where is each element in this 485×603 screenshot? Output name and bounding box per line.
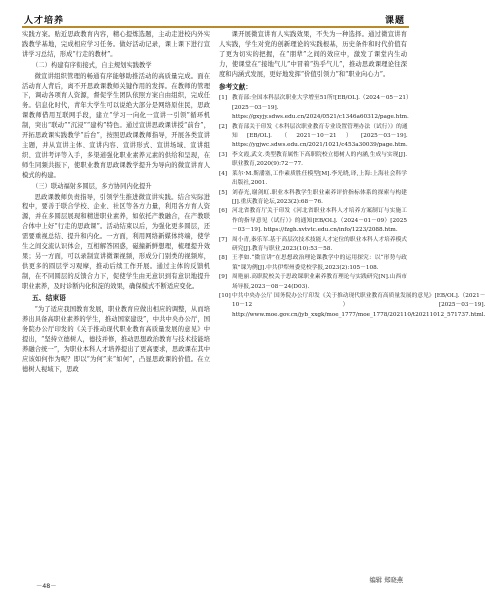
reference-item — [219, 236, 407, 255]
reference-text: 周艳丽.高职院校关于思政课职业素养教育理论与实践研究[N].山西市场导报,2023－08－24(D03). — [232, 274, 407, 290]
reference-item — [219, 151, 407, 170]
reference-number: [9] — [219, 274, 228, 281]
subheading: （三）联动福射多圆层，多方协同内化提升 — [32, 182, 152, 190]
section-label: 课题 — [384, 16, 405, 26]
reference-number: [3] — [219, 151, 228, 158]
paragraph: 课开展微宣讲育人实践效果，不失为一种选择。通过微宣讲育人实践，学生对党的创新理论的实践根基，历史条件和时代价值有了更为切实的把握，在“朋辈”之间的效应中，激发了课堂内生动力，使课堂在“接地气儿”中冒着“热乎气儿”，推动思政课理论往深度和内涵式发展，更好地发挥“价值引领力”和“职业向心力”。 — [219, 31, 407, 78]
reference-text: 李文霞,武文.类型教育属性下高职院校立德树人的内涵,生成与实现[J].职业教育,2020(9):72－77. — [232, 151, 407, 168]
reference-number: [6] — [219, 208, 228, 215]
paragraph: 微宣讲组织管理的畅通有序能够助推活动的高质量完成。面在活动育人背后，离不开思政课教师关键作用的发挥。在教师的管理下，调动各项育人资源，督促学生团队依照方案自由组织，完成任务。信息化时代，青年大学生可以说绝大部分是网络原住民，思政课教师借用互联网手段，建立“学习一向化一宣讲一引领”循环机制，突出“联动”“沉浸”“建构”特色。通过宣讲思政课讲授“前台”，开拓思政课实践教学“后台”，按照思政课教师指导，开展各类宣讲主题，并从宣讲主体、宣讲内容、宣讲形式、宣讲场域、宣讲组织、宣讲考评等入手，多渠道强化职业素养元素的供给和呈现，在师生同频共振下，使职业教育思政课教学提升为导向的微宣讲育人模式的构建。 — [22, 72, 210, 179]
reference-list — [219, 94, 485, 320]
reference-number: [2] — [219, 123, 228, 130]
reference-item — [219, 254, 407, 273]
subheading: （二）构建有序衔接式，自主规划实践教学 — [32, 61, 152, 69]
reference-text: 教育部:全国本科层次职业大学增至51所![EB/OL].（2024－05－21）[2025－03－19]. https://gxyjy.sdws.edu.cn/2024/0521/c1346a60312/page.htm. — [232, 95, 409, 121]
editor-credit: 编辑 郑晓燕 — [369, 577, 403, 584]
reference-item — [219, 170, 407, 189]
journal-column-title: 人才培养 — [24, 16, 65, 26]
paragraph: 思政课教师负责指导，引领学生推进微宣讲实践。结合实际进程中，要善于联合学校、企业、社区等各方力量，利用各方育人资源，并在多圆层展现和精进职业素养，如依托产教融合，在产教联合体中上好“行走的思政课”。活动结束以后，为强化更多圆层，还需要重视总结、提升和内化。一方面，利用网络新媒体终端，使学生之间交流认识体会，互相解答困惑，磁撞新鲜想理，梳理提升效果；另一方面，可以录制宣讲微课视频，形成分门别类的视频库，供更多的圆层学习观摩，推动后续工作开展。通过主体的反馈机制，在不同圆层的反馈合力下，促使学生由无意识到有意识地提升职业素养，及时诊断内化积淀的效果，确保模式不断适应变化。 — [22, 193, 210, 290]
reference-text: 莱尔·M.斯潘塞,工作素质胜任模型[M].李光晓,译,上海:上海社会科学出版社,2001. — [232, 170, 407, 187]
section-heading: 五、结束语 — [32, 293, 66, 302]
reference-number: [1] — [219, 95, 228, 102]
left-column — [22, 30, 210, 375]
reference-number: [4] — [219, 170, 228, 177]
reference-text: 刘春光,谢剑虹.职业本科教学生职业素养评价指标体系的探索与构建[J].重庆教育论坛,2023(2):68－76. — [232, 189, 407, 205]
paragraph: 实践方案。贴近思政教育内容，精心提炼选题，主动走进校内外实践教学基地，完成相应学习任务。做好活动记录，课上课下进行宣讲学习总结，形成“行走的教材”。 — [22, 31, 210, 58]
reference-item — [219, 94, 407, 122]
reference-number: [8] — [219, 255, 228, 262]
reference-text: 河北省教育厅关于印发《河北省职业本科人才培养方案制订与实施工作的指导意见（试行）》的通知[EB/OL].（2024－01－09）[2025－03－19]. https://fzgh.xvtvtc.edu.cn/info/1223/2088.htm. — [232, 208, 407, 234]
reference-number: [10] — [219, 292, 231, 299]
header-rule — [22, 26, 409, 28]
reference-text: 王孝如.“微宣讲”在思想政治理论课教学中的运用探究：以“形势与政策”课为例[J].中共伊犁州委党校学报,2023(2):105－108. — [232, 255, 407, 271]
reference-item — [219, 207, 407, 235]
right-column — [219, 30, 485, 320]
reference-text: 中共中央办公厅 国务院办公厅印发《关于推动现代职业教育高质量发展的意见》[EB/OL].（2021－10－12）[2025－03－19]. http://www.moe.gov.cn/jyb_xxgk/moe_1777/moe_1778/202110/t20211012_571737.html. — [232, 292, 485, 318]
paragraph: “为了适应我国教育发展，职业教育应做出相应的调整，从而培养出具备高职业素养的学生，推动国家建设”，中共中央办公厅，国务院办公厅印发的《关于推动现代职业教育高质量发展的意见》中提出，“坚持立德树人，德技并修，推动思想政治教育与技术技能培养融合统一”，为职业本科人才培养提出了更高要求，思政课在其中应该如何作为呢？即以“为何”来“如何”，凸显思政课的价值。在立德树人视域下，思政 — [22, 306, 210, 373]
reference-item — [219, 292, 485, 320]
page-number: －48－ — [36, 583, 57, 590]
references-heading: 参考文献： — [219, 82, 252, 91]
reference-text: 周小青,秦乐军.基于高层次技术技能人才定位的职业本科人才培养模式研究[J].教育与职业,2023(10):53－58. — [232, 236, 407, 252]
reference-item — [219, 123, 407, 151]
reference-text: 教育部关于印发《本科层次职业教育专业设置管理办法（试行）》的通知[EB/OL].（2021－10－21）[2025－03－19]. https://ygjwc.sdws.edu.cn/2021/1021/c453a30039/page.htm. — [232, 123, 408, 149]
reference-item — [219, 273, 407, 292]
reference-number: [7] — [219, 236, 228, 243]
reference-number: [5] — [219, 189, 228, 196]
reference-item — [219, 189, 407, 208]
